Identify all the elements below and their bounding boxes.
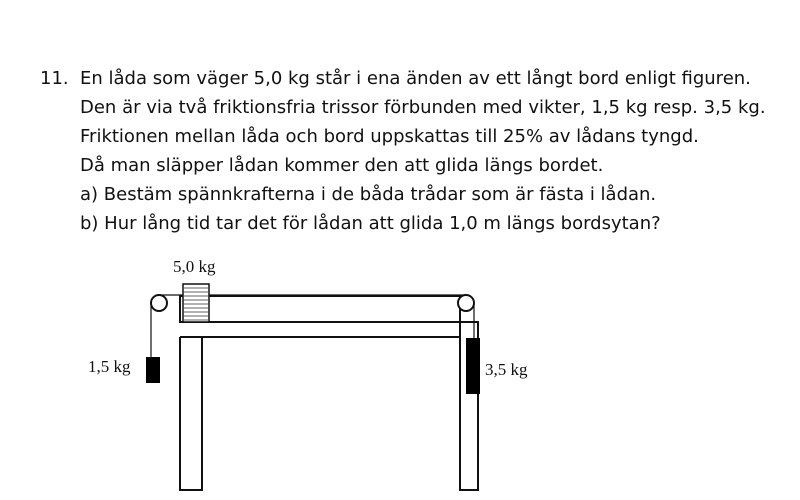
problem-line-3: Friktionen mellan låda och bord uppskattas till 25% av lådans tyngd. — [80, 126, 699, 147]
right-weight — [466, 338, 480, 394]
problem-number: 11. — [40, 68, 69, 89]
physics-figure — [80, 250, 600, 500]
problem-text — [40, 64, 790, 238]
left-weight-label: 1,5 kg — [88, 357, 131, 376]
right-pulley — [458, 295, 474, 311]
problem-line-2: Den är via två friktionsfria trissor förbunden med vikter, 1,5 kg resp. 3,5 kg. — [80, 97, 766, 118]
box-mass-label: 5,0 kg — [173, 257, 216, 276]
question-b: b) Hur lång tid tar det för lådan att glida 1,0 m längs bordsytan? — [80, 213, 661, 234]
question-a: a) Bestäm spännkrafterna i de båda trådar som är fästa i lådan. — [80, 184, 657, 205]
left-pulley — [151, 295, 167, 311]
left-weight — [146, 357, 160, 383]
problem-line-4: Då man släpper lådan kommer den att glida längs bordet. — [80, 155, 604, 176]
problem-line-1 — [40, 64, 790, 93]
right-weight-label: 3,5 kg — [485, 360, 528, 379]
table-outline — [180, 296, 478, 490]
problem-sentence: En låda som väger 5,0 kg står i ena änden av ett långt bord enligt figuren. — [80, 68, 751, 89]
